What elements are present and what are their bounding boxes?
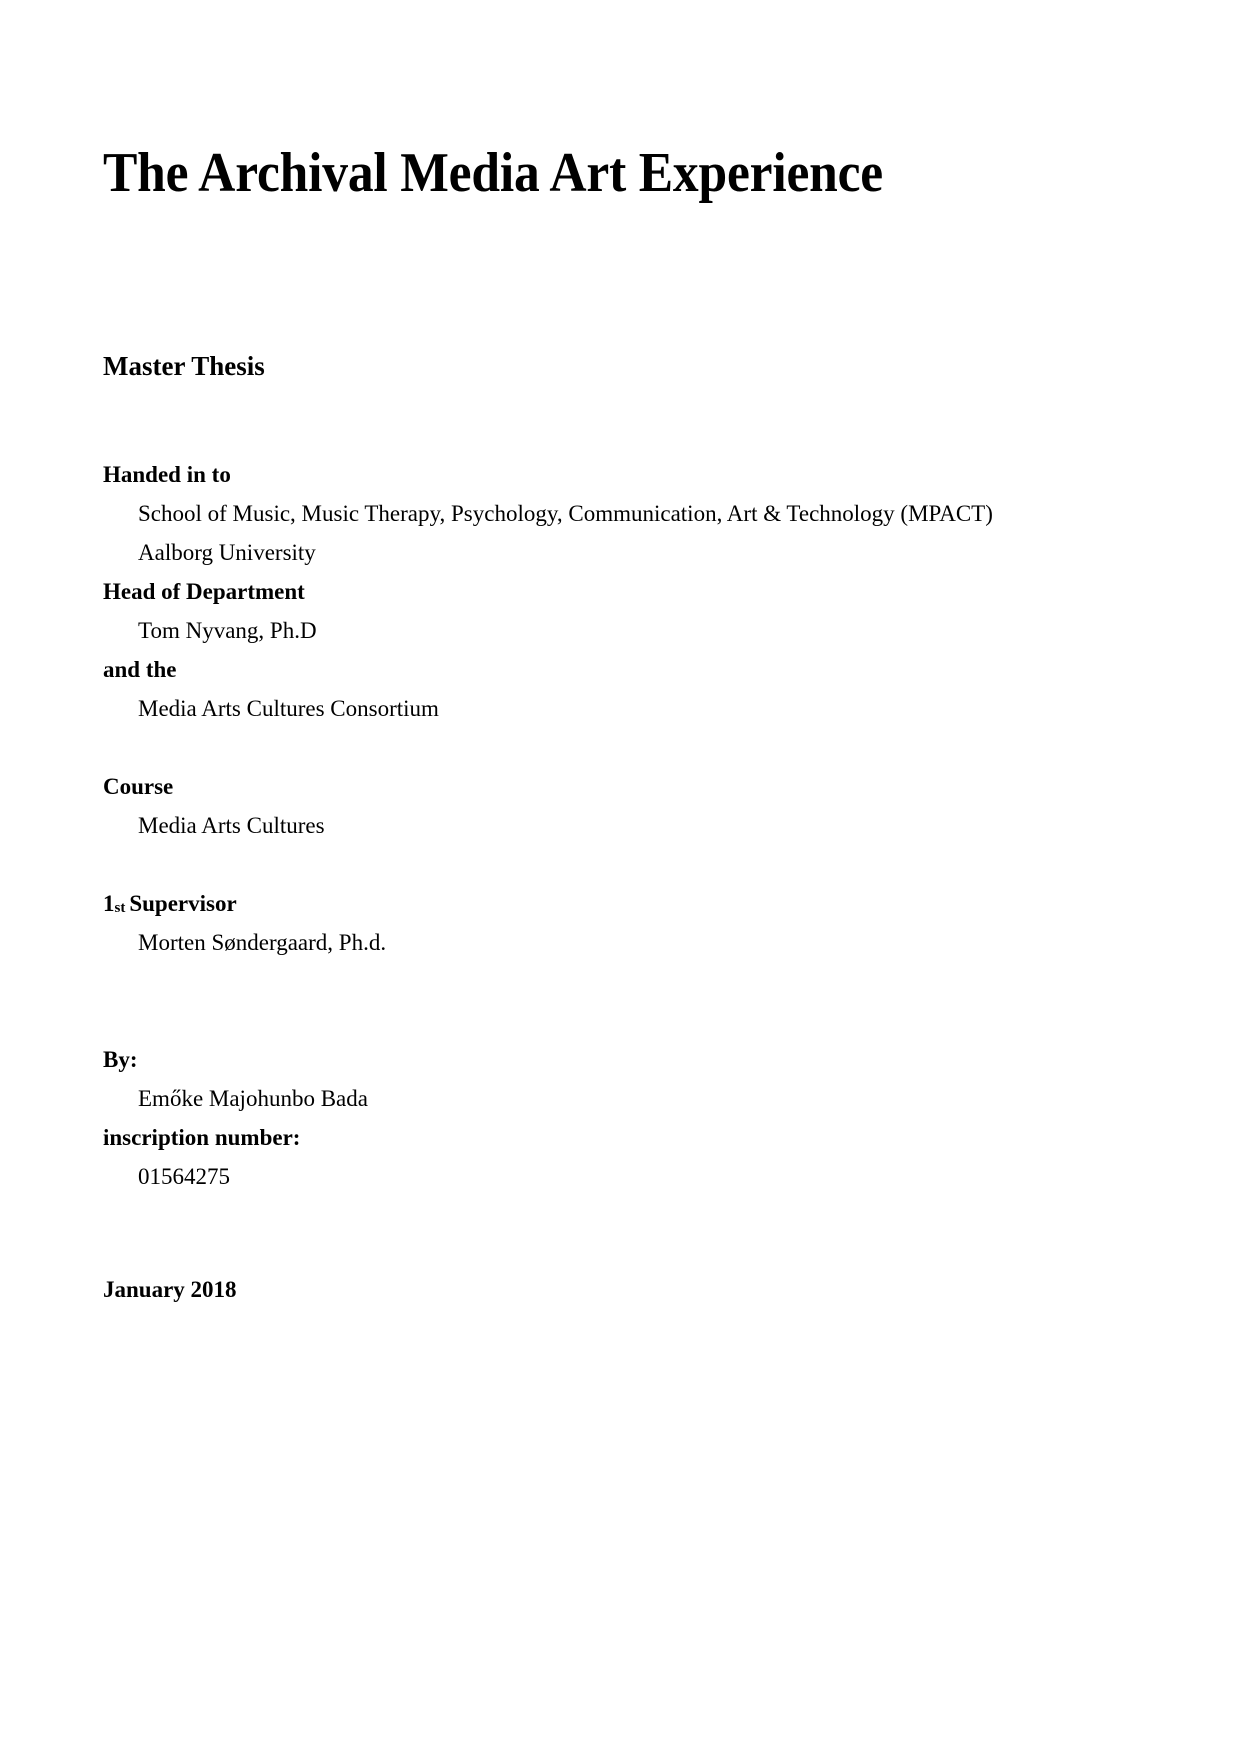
imprint-spacer-3: [103, 962, 1103, 1001]
supervisor-label: [103, 884, 1103, 923]
head-of-department-label: Head of Department: [103, 579, 305, 604]
inscription-number-label: inscription number:: [103, 1125, 301, 1150]
course-label: Course: [103, 774, 174, 799]
supervisor-label-text: Supervisor: [129, 891, 237, 916]
head-of-department-name: Tom Nyvang, Ph.D: [138, 618, 317, 643]
supervisor-label-ordinal: st: [114, 900, 126, 916]
consortium-name: Media Arts Cultures Consortium: [138, 696, 439, 721]
inscription-number-value: 01564275: [138, 1164, 230, 1189]
imprint-spacer-4: [103, 1001, 1103, 1040]
and-the-label: and the: [103, 657, 177, 682]
supervisor-name: Morten Søndergaard, Ph.d.: [138, 930, 387, 955]
imprint-spacer-2: [103, 845, 1103, 884]
institution-school: School of Music, Music Therapy, Psychology, Communication, Art & Technology (MPACT): [138, 501, 993, 526]
course-name: Media Arts Cultures: [138, 813, 325, 838]
imprint-block: [103, 455, 1103, 1196]
supervisor-label-number: 1: [103, 891, 115, 916]
document-type-heading: Master Thesis: [103, 351, 265, 381]
imprint-spacer-1: [103, 728, 1103, 767]
by-label: By:: [103, 1047, 138, 1072]
document-date: January 2018: [103, 1277, 237, 1302]
handed-in-to-label: Handed in to: [103, 462, 231, 487]
institution-university: Aalborg University: [138, 540, 316, 565]
author-name: Emőke Majohunbo Bada: [138, 1086, 368, 1111]
page-title: The Archival Media Art Experience: [103, 141, 883, 204]
